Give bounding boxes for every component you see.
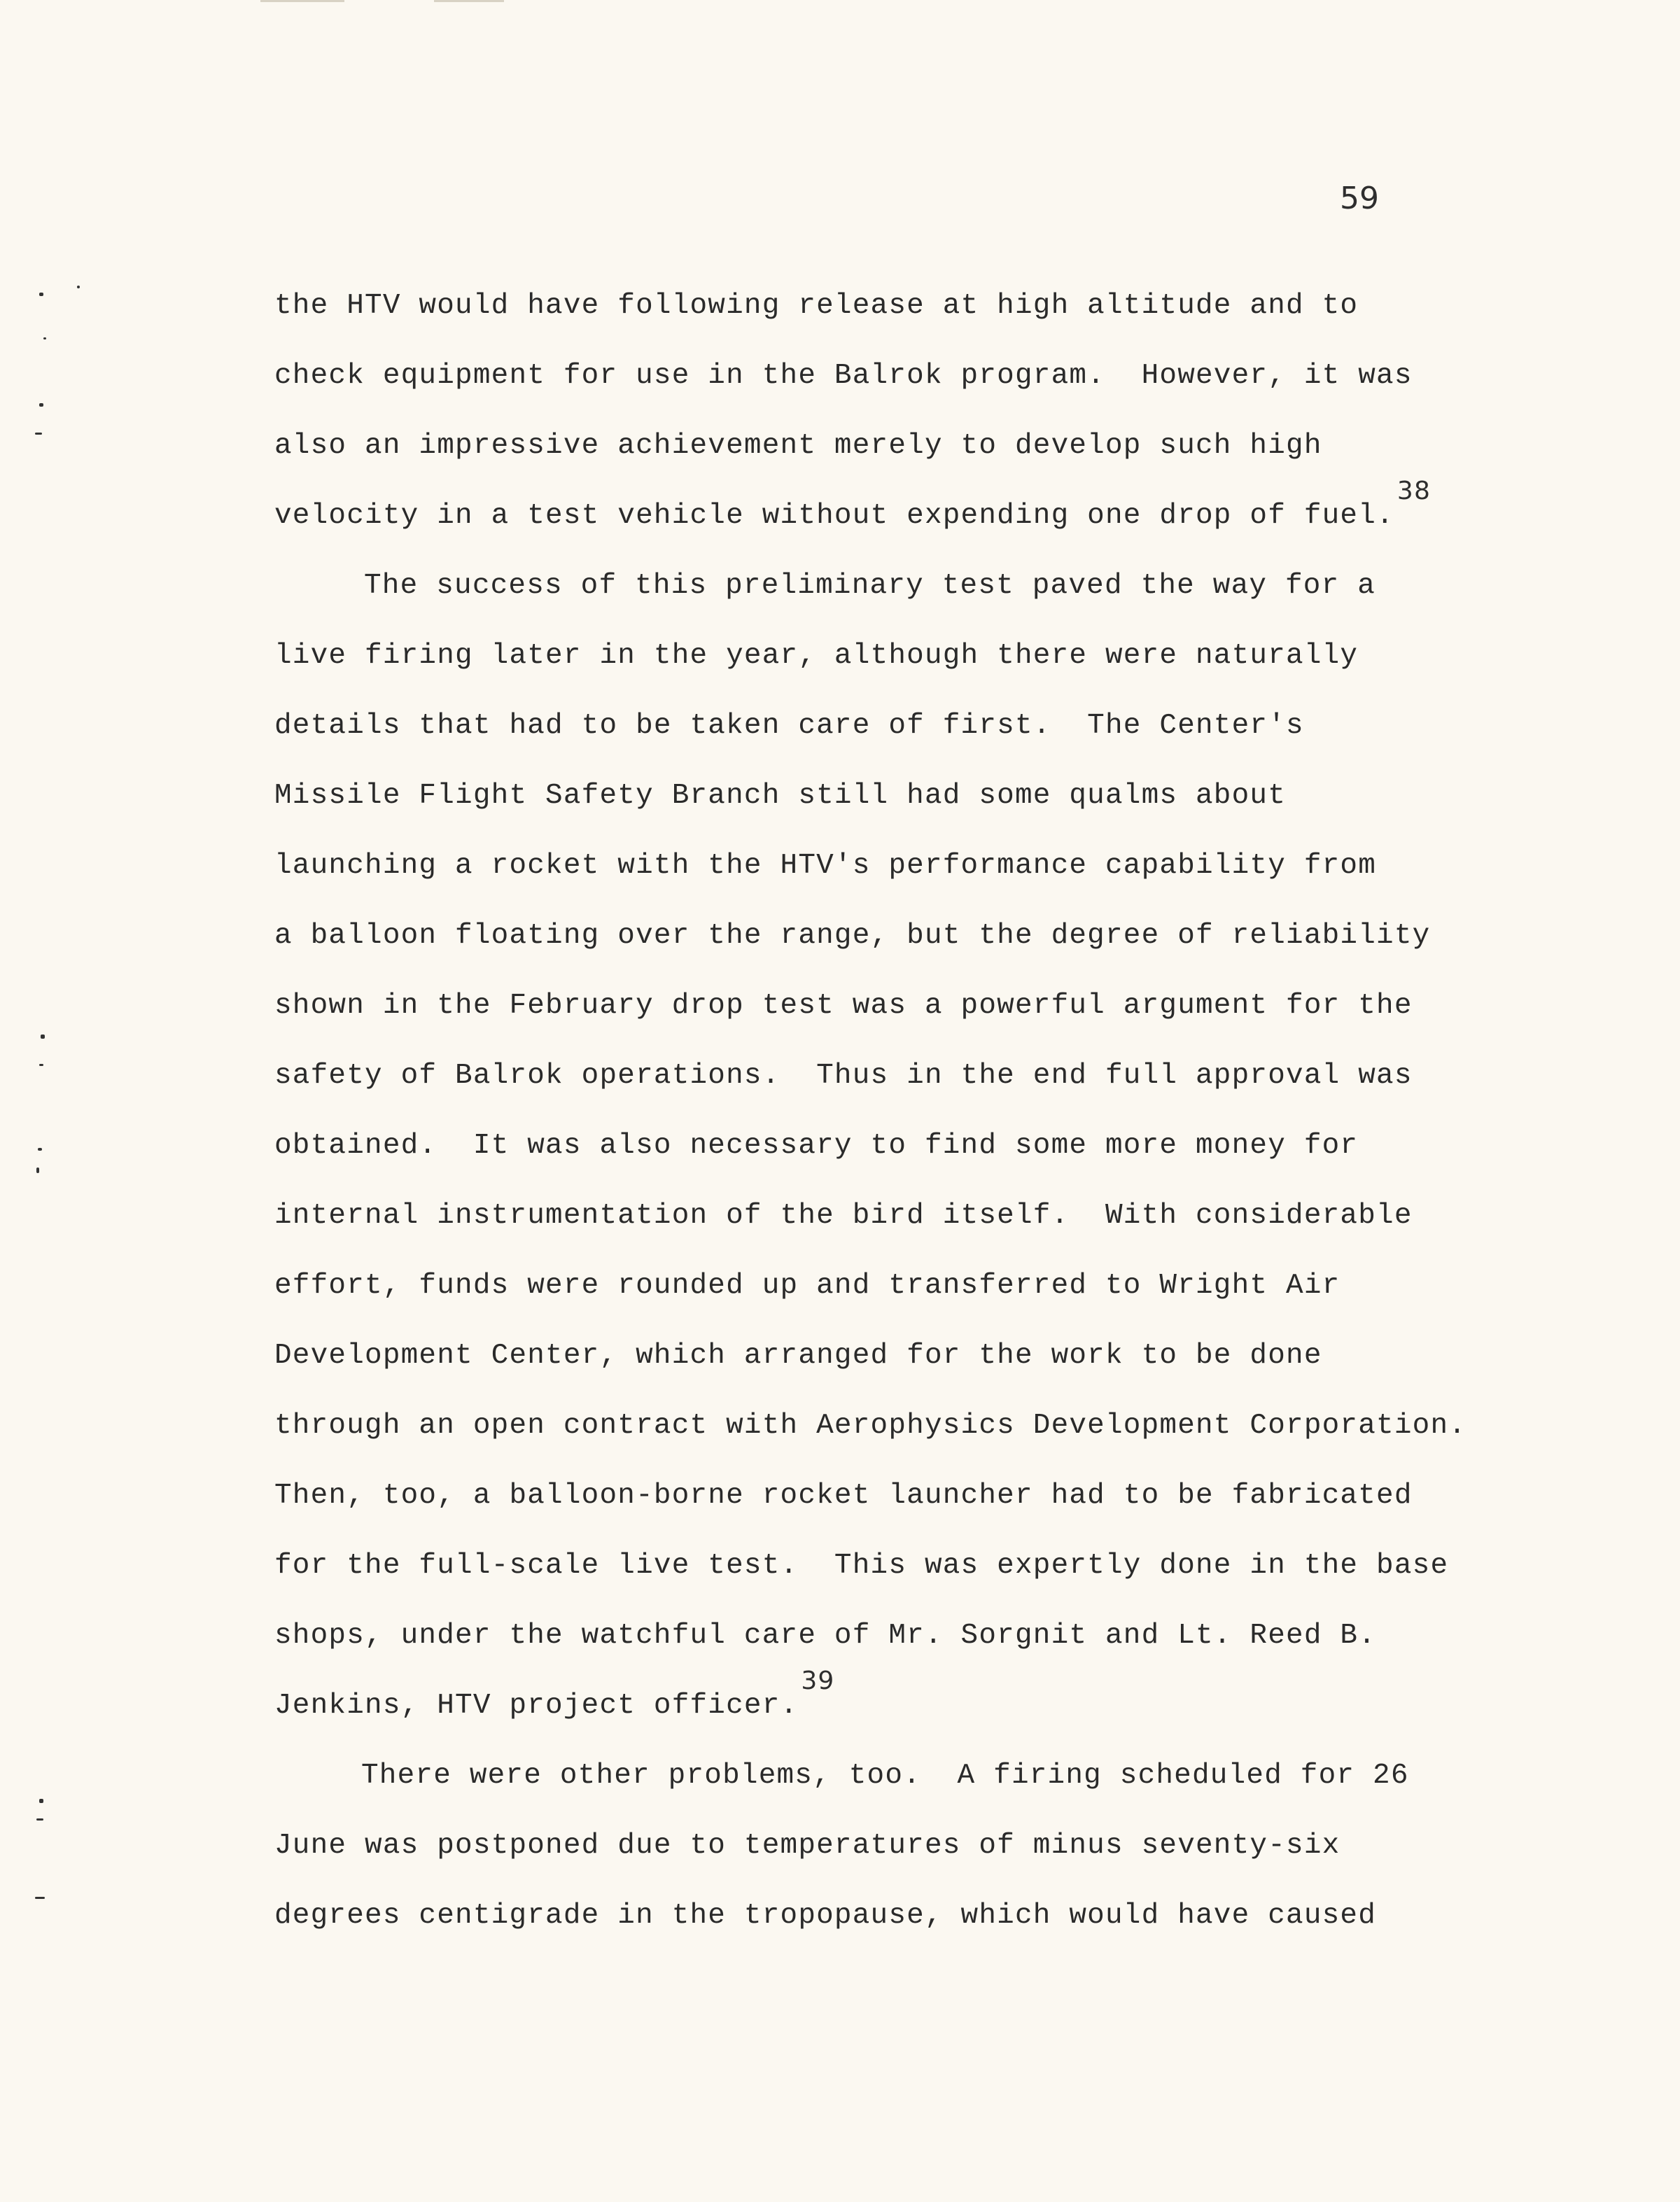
text-line: shops, under the watchful care of Mr. Sorgnit and Lt. Reed B. (274, 1620, 1377, 1652)
text-line: Jenkins, HTV project officer.$^{39}$ (274, 1667, 835, 1722)
margin-mark (39, 403, 43, 407)
margin-mark (36, 1167, 39, 1173)
text-line: The success of this preliminary test paved the way for a (364, 570, 1376, 602)
text-line: June was postponed due to temperatures of minus seventy-six (274, 1830, 1340, 1862)
margin-mark (35, 1897, 45, 1899)
text-line: effort, funds were rounded up and transferred to Wright Air (274, 1270, 1340, 1302)
text-line: obtained. It was also necessary to find some more money for (274, 1130, 1359, 1162)
text-line: internal instrumentation of the bird itself. With considerable (274, 1200, 1413, 1232)
text-line: details that had to be taken care of first. The Center's (274, 710, 1304, 742)
top-edge-mark (434, 0, 504, 2)
margin-mark (39, 1799, 43, 1803)
text-line: safety of Balrok operations. Thus in the end full approval was (274, 1060, 1413, 1092)
margin-mark (39, 293, 43, 296)
text-line: shown in the February drop test was a powerful argument for the (274, 990, 1413, 1022)
top-edge-mark (260, 0, 344, 2)
text-line: Development Center, which arranged for the work to be done (274, 1340, 1322, 1372)
footnote-marker: 39 (801, 1667, 835, 1695)
margin-mark (36, 1818, 43, 1821)
text-line: check equipment for use in the Balrok program. However, it was (274, 360, 1413, 392)
margin-mark (39, 1064, 43, 1066)
text-line: Then, too, a balloon-borne rocket launcher had to be fabricated (274, 1480, 1413, 1512)
text-line: live firing later in the year, although there were naturally (274, 640, 1359, 672)
margin-mark (35, 433, 42, 435)
text-line: the HTV would have following release at high altitude and to (274, 290, 1359, 322)
margin-mark (43, 337, 46, 339)
margin-mark (77, 286, 80, 288)
text-line: for the full-scale live test. This was expertly done in the base (274, 1550, 1449, 1582)
text-line: velocity in a test vehicle without expending one drop of fuel.$^{38}$ (274, 477, 1432, 532)
text-line: launching a rocket with the HTV's performance capability from (274, 850, 1377, 882)
text-line: also an impressive achievement merely to develop such high (274, 430, 1322, 462)
footnote-marker: 38 (1396, 477, 1432, 505)
text-line: degrees centigrade in the tropopause, which would have caused (274, 1900, 1377, 1932)
margin-mark (38, 1148, 42, 1151)
text-line: a balloon floating over the range, but the degree of reliability (274, 920, 1431, 952)
page-number: 59 (1340, 181, 1379, 216)
text-line: Missile Flight Safety Branch still had some qualms about (274, 780, 1287, 812)
text-line: through an open contract with Aerophysics Development Corporation. (274, 1410, 1467, 1442)
text-line: There were other problems, too. A firing scheduled for 26 (361, 1760, 1409, 1792)
margin-mark (41, 1035, 45, 1039)
